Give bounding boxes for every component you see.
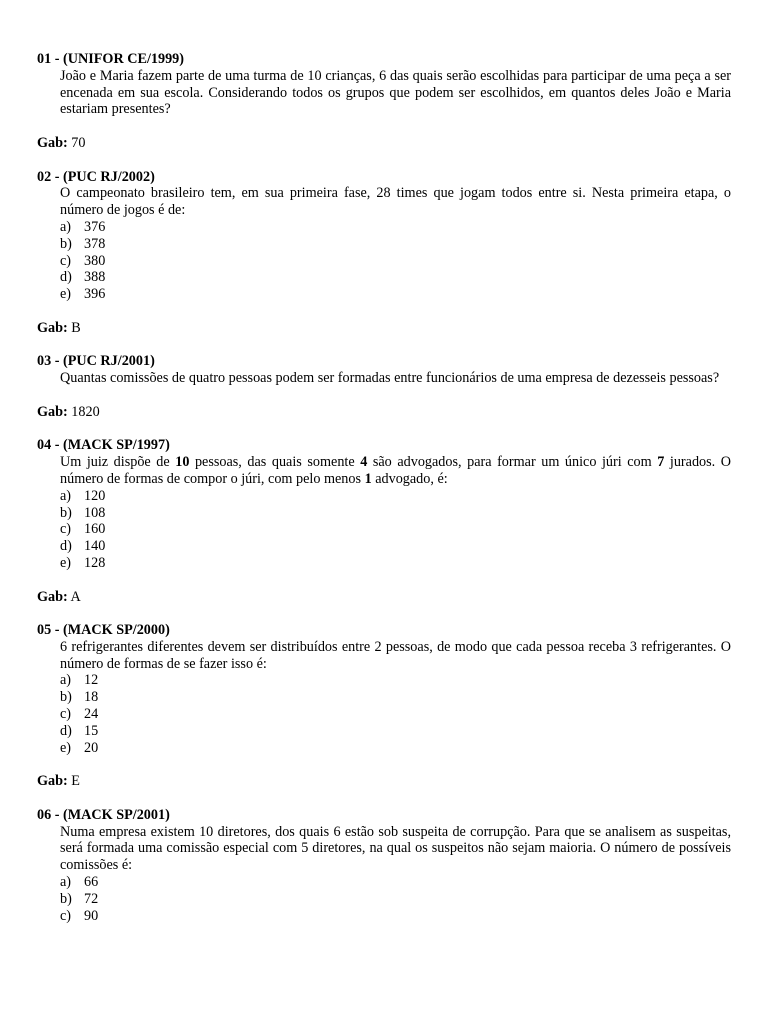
option-value: 90 [84, 907, 99, 924]
option-letter: e) [60, 739, 72, 756]
option-value: 108 [84, 504, 106, 521]
answer-option [60, 555, 731, 572]
question-text [60, 185, 731, 219]
option-value: 396 [84, 286, 106, 303]
option-letter: a) [60, 672, 72, 689]
question-text-bold-number: 10 [175, 454, 190, 471]
answer-option [60, 269, 731, 286]
answer-key-label: Gab: [37, 319, 68, 336]
option-value: 160 [84, 521, 106, 538]
question-header: 05 - (MACK SP/2000) [37, 622, 170, 639]
option-letter: b) [60, 890, 72, 907]
option-letter: a) [60, 874, 72, 891]
question-text-segment: O campeonato brasileiro tem, em sua primeira fase, 28 times que jogam todos entre si. Nesta primeira etapa, o número de jogos é de: [60, 185, 731, 219]
answer-option [60, 908, 731, 925]
answer-option [60, 538, 731, 555]
option-value: 388 [84, 269, 106, 286]
question-body [37, 824, 731, 925]
option-value: 378 [84, 235, 106, 252]
document-page [37, 51, 731, 924]
answer-key-value: 70 [71, 134, 86, 151]
answer-option [60, 689, 731, 706]
option-letter: e) [60, 286, 72, 303]
answer-options-list [60, 874, 731, 924]
question-text-bold-number: 4 [360, 454, 368, 471]
answer-option [60, 740, 731, 757]
answer-key [37, 773, 731, 790]
option-value: 12 [84, 672, 99, 689]
option-letter: c) [60, 907, 72, 924]
question-body [37, 185, 731, 303]
answer-key [37, 135, 731, 152]
question-block [37, 807, 731, 925]
answer-option [60, 253, 731, 270]
option-value: 120 [84, 487, 106, 504]
answer-option [60, 236, 731, 253]
answer-option [60, 706, 731, 723]
option-value: 24 [84, 706, 99, 723]
option-value: 380 [84, 252, 106, 269]
question-text-segment: advogado, é: [371, 470, 448, 487]
question-block [37, 437, 731, 605]
option-value: 18 [84, 689, 99, 706]
option-letter: c) [60, 521, 72, 538]
answer-option [60, 286, 731, 303]
question-text-segment: Quantas comissões de quatro pessoas podem ser formadas entre funcionários de uma empresa de dezesseis pessoas? [60, 370, 720, 387]
option-letter: b) [60, 235, 72, 252]
question-body [37, 68, 731, 118]
option-letter: d) [60, 538, 72, 555]
answer-key-label: Gab: [37, 403, 68, 420]
question-block [37, 622, 731, 790]
option-letter: b) [60, 689, 72, 706]
option-value: 72 [84, 890, 99, 907]
answer-option [60, 505, 731, 522]
question-text-segment: pessoas, das quais somente [189, 454, 361, 471]
answer-key [37, 404, 731, 421]
question-text [60, 68, 731, 118]
answer-key [37, 320, 731, 337]
option-letter: a) [60, 487, 72, 504]
question-text [60, 454, 731, 488]
question-text-bold-number: 7 [657, 454, 665, 471]
option-value: 376 [84, 218, 106, 235]
answer-options-list [60, 488, 731, 572]
option-letter: b) [60, 504, 72, 521]
answer-option [60, 723, 731, 740]
question-text-segment: jurados. O número de formas de compor o júri, com pelo menos [60, 454, 731, 487]
question-text [60, 639, 731, 673]
answer-key-label: Gab: [37, 773, 68, 790]
option-value: 20 [84, 739, 99, 756]
option-letter: d) [60, 269, 72, 286]
option-value: 140 [84, 538, 106, 555]
option-letter: e) [60, 554, 72, 571]
answer-key-value: 1820 [71, 403, 100, 420]
question-header: 02 - (PUC RJ/2002) [37, 168, 155, 185]
question-text-segment: são advogados, para formar um único júri com [367, 454, 658, 471]
answer-option [60, 672, 731, 689]
question-body [37, 370, 731, 387]
answer-key-value: B [71, 319, 81, 336]
question-text-segment: Numa empresa existem 10 diretores, dos quais 6 estão sob suspeita de corrupção. Para que se analisem as suspeitas, será formada uma comissão especial com 5 diretores, na qual os suspeitos não sejam maioria. O número de possíveis comissões é: [60, 823, 731, 874]
question-block [37, 353, 731, 420]
answer-key-value: E [71, 773, 80, 790]
answer-option [60, 521, 731, 538]
question-header: 03 - (PUC RJ/2001) [37, 353, 155, 370]
option-letter: d) [60, 722, 72, 739]
option-letter: c) [60, 706, 72, 723]
question-text [60, 824, 731, 874]
answer-option [60, 219, 731, 236]
question-text-segment: 6 refrigerantes diferentes devem ser distribuídos entre 2 pessoas, de modo que cada pessoa receba 3 refrigerantes. O número de formas de se fazer isso é: [60, 638, 731, 672]
question-block [37, 51, 731, 152]
question-text [60, 370, 731, 387]
option-value: 15 [84, 722, 99, 739]
option-letter: c) [60, 252, 72, 269]
option-value: 66 [84, 874, 99, 891]
answer-options-list [60, 219, 731, 303]
answer-option [60, 874, 731, 891]
question-header: 06 - (MACK SP/2001) [37, 806, 170, 823]
question-body [37, 454, 731, 572]
question-body [37, 639, 731, 757]
answer-options-list [60, 672, 731, 756]
answer-option [60, 488, 731, 505]
answer-key-value: A [70, 588, 81, 605]
question-block [37, 169, 731, 337]
answer-key [37, 589, 731, 606]
question-text-segment: Um juiz dispõe de [60, 454, 176, 471]
answer-option [60, 891, 731, 908]
question-text-bold-number: 1 [364, 470, 372, 487]
answer-key-label: Gab: [37, 588, 68, 605]
question-header: 01 - (UNIFOR CE/1999) [37, 51, 184, 67]
option-value: 128 [84, 554, 106, 571]
question-header: 04 - (MACK SP/1997) [37, 437, 170, 454]
question-text-segment: João e Maria fazem parte de uma turma de 10 crianças, 6 das quais serão escolhidas para participar de uma peça a ser encenada em sua escola. Considerando todos os grupos que podem ser escolhidos, em quantos deles João e Maria estariam presentes? [60, 67, 731, 118]
answer-key-label: Gab: [37, 134, 68, 151]
option-letter: a) [60, 218, 72, 235]
